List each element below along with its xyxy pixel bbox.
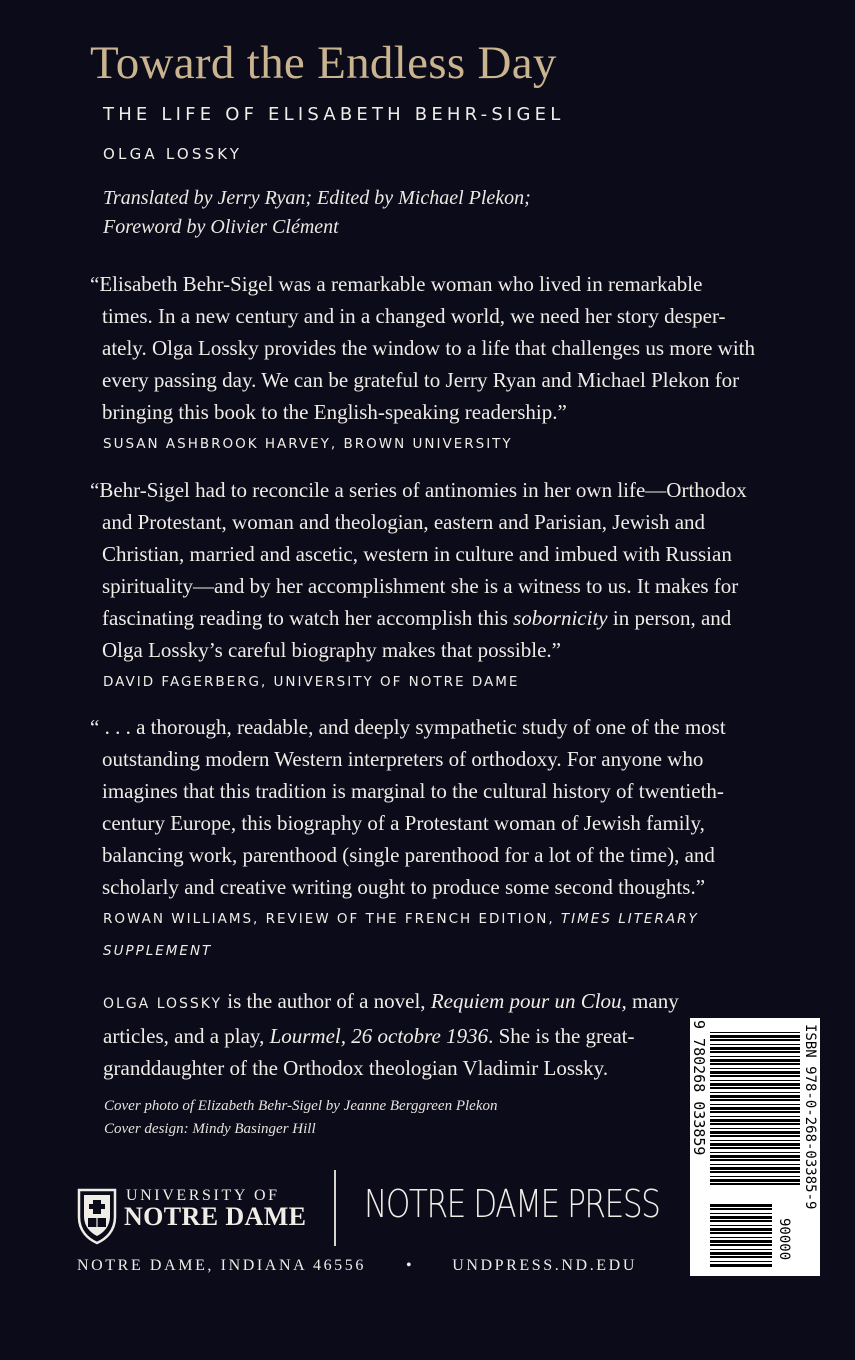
barcode-bar — [710, 1035, 800, 1038]
barcode-bar — [710, 1140, 800, 1141]
quote-line: “Behr-Sigel had to reconcile a series of antinomies in her own life—Orthodox — [90, 478, 747, 502]
barcode-bar — [710, 1228, 772, 1231]
barcode-bar — [710, 1225, 772, 1226]
barcode-bar — [710, 1179, 800, 1182]
barcode-bar — [710, 1261, 772, 1262]
barcode-bars-main — [710, 1032, 800, 1185]
barcode-bar — [710, 1080, 800, 1081]
university-name-line2: NOTRE DAME — [124, 1202, 307, 1231]
attribution-text: ROWAN WILLIAMS, REVIEW OF THE FRENCH EDITION, — [103, 911, 555, 927]
quote-line: scholarly and creative writing ought to produce some second thoughts.” — [102, 875, 706, 899]
bio-line — [103, 985, 679, 1020]
barcode-bar — [710, 1237, 772, 1238]
quote-line: ately. Olga Lossky provides the window to a life that challenges us more with — [102, 336, 755, 360]
quote-attribution: SUSAN ASHBROOK HARVEY, BROWN UNIVERSITY — [103, 436, 513, 452]
barcode-bar — [710, 1264, 772, 1267]
barcode-bar — [710, 1128, 800, 1129]
barcode-bar — [710, 1176, 800, 1177]
barcode-bar — [710, 1171, 800, 1173]
publisher-footer — [77, 1257, 637, 1275]
barcode-bar — [710, 1240, 772, 1243]
quote-line: balancing work, parenthood (single parenthood for a lot of the time), and — [102, 843, 715, 867]
barcode-bar — [710, 1051, 800, 1053]
attribution-italic: SUPPLEMENT — [103, 943, 213, 959]
university-name-line1: UNIVERSITY OF — [126, 1187, 280, 1204]
photo-credits — [104, 1095, 497, 1141]
barcode-bar — [710, 1143, 800, 1146]
barcode-bar — [710, 1032, 800, 1033]
quote-line: “Elisabeth Behr-Sigel was a remarkable woman who lived in remarkable — [90, 272, 703, 296]
quote-line: bringing this book to the English-speaking readership.” — [102, 400, 567, 424]
barcode-bar — [710, 1099, 800, 1101]
barcode-bar — [710, 1213, 772, 1214]
photo-credit-line: Cover design: Mindy Basinger Hill — [104, 1121, 316, 1137]
blurb-fagerberg — [90, 474, 830, 698]
barcode-bar — [710, 1047, 800, 1050]
quote-text: in person, and — [607, 606, 732, 630]
barcode-bar — [710, 1056, 800, 1057]
barcode-bar — [710, 1204, 772, 1207]
credits-line: Translated by Jerry Ryan; Edited by Michael Plekon; — [103, 187, 531, 209]
barcode-bar — [710, 1092, 800, 1093]
barcode-bars-addon — [710, 1204, 772, 1267]
shield-icon — [76, 1187, 118, 1245]
bio-text: articles, and a play, — [103, 1024, 270, 1048]
credits — [103, 184, 531, 242]
quote-line: outstanding modern Western interpreters of orthodoxy. For anyone who — [102, 747, 704, 771]
barcode-bar — [710, 1135, 800, 1137]
barcode-bar — [710, 1104, 800, 1105]
barcode-graphic — [690, 1018, 820, 1276]
barcode-bar — [710, 1087, 800, 1089]
barcode-bar — [710, 1116, 800, 1117]
barcode-bar — [710, 1111, 800, 1113]
bio-text: . She is the great- — [488, 1024, 635, 1048]
bio-play-title: Lourmel, 26 octobre 1936 — [269, 1024, 489, 1048]
barcode-bar — [710, 1147, 800, 1149]
barcode-bar — [710, 1208, 772, 1210]
blurb-harvey — [90, 268, 830, 460]
barcode-bar — [710, 1232, 772, 1234]
quote-attribution — [90, 935, 830, 967]
blurb-williams — [90, 711, 830, 967]
barcode-bar — [710, 1220, 772, 1222]
book-title: Toward the Endless Day — [90, 37, 557, 89]
quote-attribution — [90, 903, 830, 935]
barcode-bar — [710, 1075, 800, 1077]
barcode-bar — [710, 1152, 800, 1153]
photo-credit-line: Cover photo of Elizabeth Behr-Sigel by Jeanne Berggreen Plekon — [104, 1098, 498, 1114]
bio-text: many — [626, 989, 679, 1013]
quote-line — [90, 602, 830, 634]
barcode-bar — [710, 1107, 800, 1110]
barcode-bar — [710, 1244, 772, 1246]
quote-line: “ . . . a thorough, readable, and deeply sympathetic study of one of the most — [90, 715, 726, 739]
quote-line: Christian, married and ascetic, western in culture and imbued with Russian — [102, 542, 732, 566]
quote-text: fascinating reading to watch her accomplish this — [102, 606, 514, 630]
publisher-website: UNDPRESS.ND.EDU — [452, 1257, 637, 1274]
attribution-italic: TIMES LITERARY — [560, 911, 699, 927]
isbn-label: ISBN 978-0-268-03385-9 — [802, 1024, 818, 1210]
author-bio — [103, 985, 679, 1084]
credits-line: Foreword by Olivier Clément — [103, 216, 339, 238]
bio-novel-title: Requiem pour un Clou, — [430, 989, 627, 1013]
barcode-bar — [710, 1068, 800, 1069]
barcode-bar — [710, 1249, 772, 1250]
barcode-bar — [710, 1039, 800, 1041]
barcode-bar — [710, 1044, 800, 1045]
isbn-number: 9 780268 033859 — [690, 1020, 708, 1156]
quote-line: and Protestant, woman and theologian, eastern and Parisian, Jewish and — [102, 510, 706, 534]
barcode-bar — [710, 1252, 772, 1255]
press-name: NOTRE DAME PRESS — [364, 1182, 660, 1226]
quote-line: imagines that this tradition is marginal to the cultural history of twentieth- — [102, 779, 724, 803]
barcode-bar — [710, 1063, 800, 1065]
barcode-bar — [710, 1167, 800, 1170]
barcode-bar — [710, 1164, 800, 1165]
quote-line: Olga Lossky’s careful biography makes that possible.” — [102, 638, 561, 662]
quote-italic-term: sobornicity — [513, 606, 608, 630]
bio-text: is the author of a novel, — [222, 989, 431, 1013]
quote-line: spirituality—and by her accomplishment she is a witness to us. It makes for — [102, 574, 739, 598]
quote-line: every passing day. We can be grateful to Jerry Ryan and Michael Plekon for — [102, 368, 740, 392]
barcode-bar — [710, 1071, 800, 1074]
barcode-bar — [710, 1216, 772, 1219]
bio-author-name: OLGA LOSSKY — [103, 996, 223, 1012]
publisher-address: NOTRE DAME, INDIANA 46556 — [77, 1257, 366, 1274]
barcode-bar — [710, 1159, 800, 1161]
footer-separator: • — [405, 1257, 415, 1274]
logo-divider — [334, 1170, 336, 1246]
barcode-bar — [710, 1183, 800, 1185]
barcode-bar — [710, 1083, 800, 1086]
barcode-bar — [710, 1131, 800, 1134]
barcode-bar — [710, 1095, 800, 1098]
barcode-bar — [710, 1256, 772, 1258]
barcode-bar — [710, 1119, 800, 1122]
quote-line: times. In a new century and in a changed world, we need her story desper- — [102, 304, 726, 328]
book-subtitle: THE LIFE OF ELISABETH BEHR-SIGEL — [103, 104, 565, 125]
price-code: 90000 — [776, 1218, 792, 1261]
barcode-bar — [710, 1123, 800, 1125]
bio-line: granddaughter of the Orthodox theologian Vladimir Lossky. — [103, 1056, 609, 1080]
bio-line — [103, 1020, 679, 1052]
barcode-bar — [710, 1059, 800, 1062]
university-logo — [76, 1187, 316, 1245]
book-author: OLGA LOSSKY — [103, 145, 243, 163]
barcode-bar — [710, 1155, 800, 1158]
quote-attribution: DAVID FAGERBERG, UNIVERSITY OF NOTRE DAME — [103, 674, 520, 690]
quote-line: century Europe, this biography of a Protestant woman of Jewish family, — [102, 811, 705, 835]
isbn-barcode — [690, 1018, 820, 1276]
